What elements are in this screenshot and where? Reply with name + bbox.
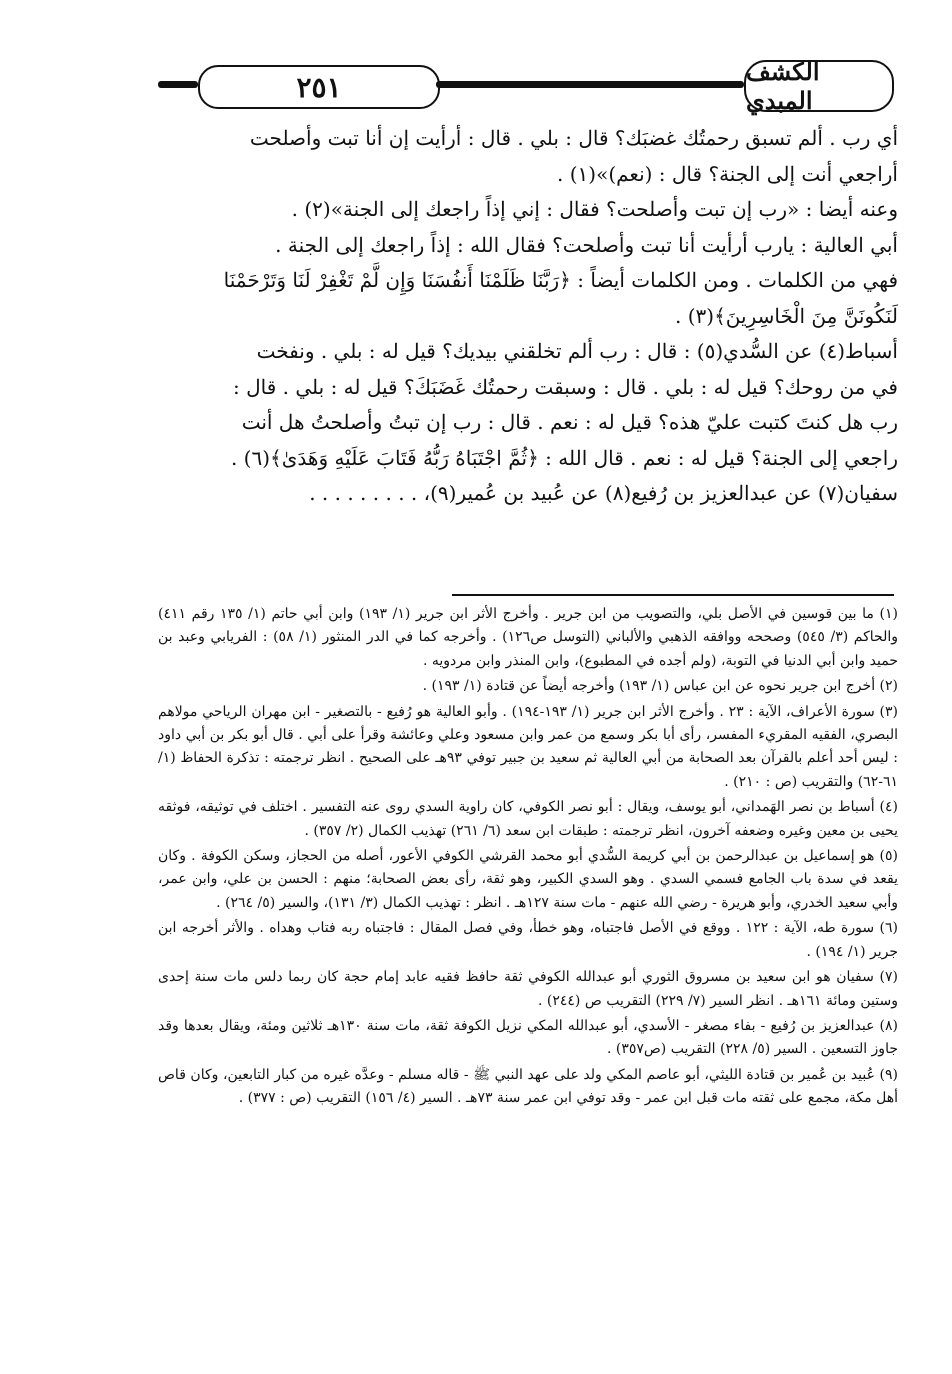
page-number: ٢٥١ — [198, 65, 440, 109]
header-rule-left — [158, 81, 198, 88]
header-rule-middle — [436, 81, 744, 88]
text-line: أي رب . ألم تسبق رحمتُك غضبَك؟ قال : بلي . قال : أرأيت إن أنا تبت وأصلحت — [249, 126, 898, 150]
main-text — [168, 121, 898, 512]
footnote: (١) ما بين قوسين في الأصل بلي، والتصويب من ابن جرير . وأخرج الأثر ابن جرير (١/ ١٩٣) وابن أبي حاتم (١/ ١٣٥ رقم ٤١١) والحاكم (٣/ ٥٤٥) وصححه ووافقه الذهبي والألباني (التوسل ص١٢٦) . وأخرجه كما في الدر المنثور (١/ ٥٨) : الفريابي وعبد بن حميد وابن أبي الدنيا في التوبة، (ولم أجده في المطبوع)، وابن المنذر وابن مردويه . — [158, 606, 898, 669]
page-header — [150, 57, 895, 115]
text-line: فهي من الكلمات . ومن الكلمات أيضاً : ﴿رَبَّنَا ظَلَمْنَا أَنفُسَنَا وَإِن لَّمْ تَغْفِرْ لَنَا وَتَرْحَمْنَا — [223, 268, 898, 292]
footnote: (٦) سورة طه، الآية : ١٢٢ . ووقع في الأصل فاجتباه، وهو خطأ، وفي فصل المقال : فاجتباه ربه فتاب وهداه . والأثر أخرجه ابن جرير (١/ ١٩٤) . — [158, 920, 898, 960]
text-line: أبي العالية : يارب أرأيت أنا تبت وأصلحت؟ فقال الله : إذاً راجعك إلى الجنة . — [275, 232, 898, 257]
footnote: (٢) أخرج ابن جرير نحوه عن ابن عباس (١/ ١٩٣) وأخرجه أيضاً عن قتادة (١/ ١٩٣) . — [422, 678, 898, 695]
footnote-divider — [452, 594, 894, 596]
book-title: الكشف المبدي — [744, 60, 894, 112]
footnote: (٨) عبدالعزيز بن رُفيع - بفاء مصغر - الأسدي، أبو عبدالله المكي نزيل الكوفة ثقة، مات سنة ١٣٠هـ ثلاثين ومئة، ويقال بعدها وقد جاوز التسعين . السير (٥/ ٢٢٨) التقريب (ص٣٥٧) . — [158, 1017, 898, 1058]
footnote: (٥) هو إسماعيل بن عبدالرحمن بن أبي كريمة السُّدي أبو محمد القرشي الكوفي الأعور، أصله من الحجاز، وسكن الكوفة . وكان يقعد في سدة باب الجامع فسمي السدي . وهو السدي الكبير، وهو ثقة، رأى بعض الصحابة؛ منهم : الحسن بن علي، وابن عمر، وأبي سعيد الخدري، وأبو هريرة - رضي الله عنهم - مات سنة ١٢٧هـ . انظر : تهذيب الكمال (٣/ ١٣١)، والسير (٥/ ٢٦٤) . — [158, 848, 898, 911]
footnote: (٤) أسباط بن نصر الهَمداني، أبو يوسف، ويقال : أبو نصر الكوفي، كان راوية السدي روى عنه التفسير . اختلف في توثيقه، فوثقه يحيى بن معين وغيره وضعفه آخرون، انظر ترجمته : طبقات ابن سعد (٦/ ٢٦١) تهذيب الكمال (٢/ ٣٥٧) . — [158, 799, 898, 839]
text-line: لَنَكُونَنَّ مِنَ الْخَاسِرِينَ﴾(٣) . — [675, 303, 898, 328]
footnotes — [158, 603, 898, 1113]
text-line: وعنه أيضا : «رب إن تبت وأصلحت؟ فقال : إني إذاً راجعك إلى الجنة»(٢) . — [291, 197, 898, 221]
text-line: راجعي إلى الجنة؟ قيل له : نعم . قال الله : ﴿ثُمَّ اجْتَبَاهُ رَبُّهُ فَتَابَ عَلَيْهِ وَهَدَىٰ﴾(٦) . — [230, 445, 898, 470]
footnote: (٩) عُبيد بن عُمير بن قتادة الليثي، أبو عاصم المكي ولد على عهد النبي ﷺ - قاله مسلم - وعدَّه غيره من كبار التابعين، وكان قاص أهل مكة، مجمع على ثقته مات قبل ابن عمر - وقد توفي ابن عمر سنة ٧٣هـ . السير (٤/ ١٥٦) التقريب (ص : ٣٧٧) . — [158, 1066, 898, 1107]
footnote: (٧) سفيان هو ابن سعيد بن مسروق الثوري أبو عبدالله الكوفي ثقة حافظ فقيه عابد إمام حجة كان ربما دلس مات سنة إحدى وستين ومائة ١٦١هـ . انظر السير (٧/ ٢٢٩) التقريب ص (٢٤٤) . — [158, 969, 898, 1009]
footnote: (٣) سورة الأعراف، الآية : ٢٣ . وأخرج الأثر ابن جرير (١/ ١٩٣-١٩٤) . وأبو العالية هو رُفيع - بالتصغير - ابن مهران الرياحي مولاهم البصري، الفقيه المقريء المفسر، رأى أبا بكر وسمع من عمر وابن مسعود وعلي وعائشة وقرأ على أبي . قال أبو بكر بن أبي داود : ليس أحد أعلم بالقرآن بعد الصحابة من أبي العالية ثم سعيد بن جبير توفي ٩٣هـ على الصحيح . انظر ترجمته : تذكرة الحفاظ (١/ ٦١-٦٢) والتقريب (ص : ٢١٠) . — [158, 703, 898, 790]
text-line: رب هل كنتَ كتبت عليّ هذه؟ قيل له : نعم . قال : رب إن تبتُ وأصلحتُ هل أنت — [241, 410, 898, 434]
text-line: أسباط(٤) عن السُّدي(٥) : قال : رب ألم تخلقني بيديك؟ قيل له : بلي . ونفخت — [256, 339, 898, 363]
text-line: في من روحك؟ قيل له : بلي . قال : وسبقت رحمتُك غَضَبَكَ؟ قيل له : بلي . قال : — [233, 374, 898, 399]
text-line: أراجعي أنت إلى الجنة؟ قال : (نعم)»(١) . — [557, 161, 898, 186]
text-line: سفيان(٧) عن عبدالعزيز بن رُفيع(٨) عن عُبيد بن عُمير(٩)، . . . . . . . . . — [309, 481, 898, 505]
